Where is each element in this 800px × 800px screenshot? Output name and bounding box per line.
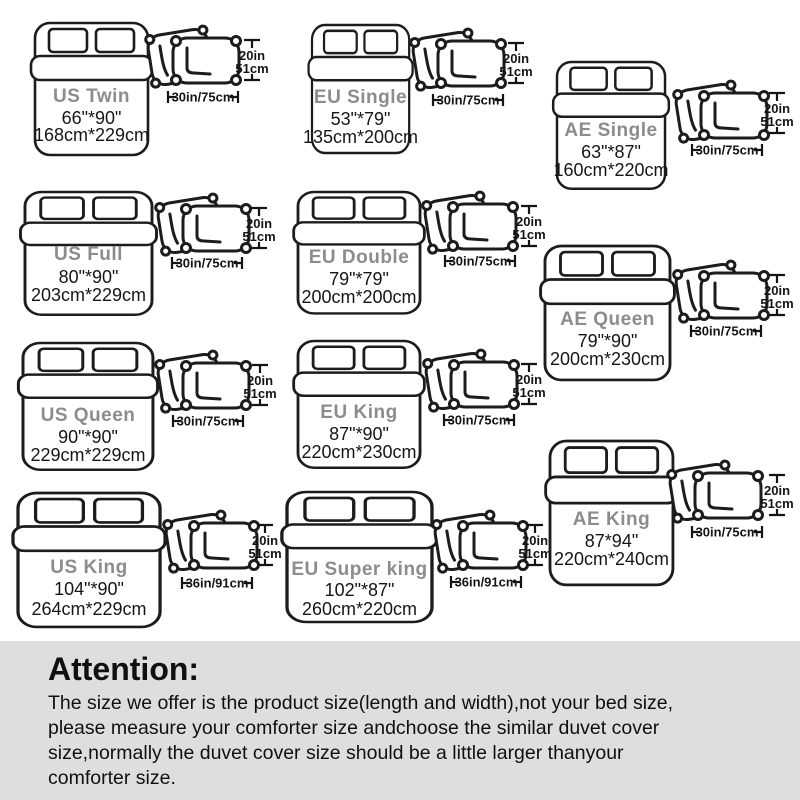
bed-name-label: EU King	[320, 402, 398, 423]
size-card-ae-queen	[541, 246, 794, 380]
pillows-illustration	[409, 28, 505, 90]
pillows-illustration	[144, 25, 240, 87]
bed-size-cm: 220cm*230cm	[301, 442, 417, 462]
pillow-height-in: 20in	[763, 283, 791, 298]
pillow-width-label: 30in/75cm	[695, 142, 759, 158]
pillows-illustration	[672, 80, 768, 142]
pillow-height-in: 20in	[515, 372, 543, 387]
attention-line: size,normally the duvet cover size should be a little larger thanyour	[48, 742, 624, 764]
attention-panel	[0, 641, 800, 800]
pillow-height-in: 20in	[238, 48, 266, 63]
bed-size-inches: 87*94"	[584, 531, 639, 551]
pillows-illustration	[154, 193, 250, 255]
bed-size-inches: 79"*79"	[329, 269, 389, 289]
pillow-width-dimension	[691, 324, 761, 339]
pillow-width-dimension	[445, 254, 515, 269]
bed-size-inches: 79"*90"	[577, 331, 638, 351]
bed-size-inches: 102"*87"	[324, 580, 395, 600]
bed-size-inches: 63"*87"	[581, 142, 641, 162]
pillow-height-cm: 51cm	[512, 227, 546, 242]
pillow-width-label: 30in/75cm	[447, 412, 511, 428]
pillow-height-cm: 51cm	[512, 385, 546, 400]
pillow-height-in: 20in	[251, 533, 279, 548]
pillow-height-cm: 51cm	[235, 61, 269, 76]
pillow-width-label: 30in/75cm	[436, 92, 500, 108]
bed-name-label: AE Single	[564, 120, 658, 141]
pillow-height-dimension	[235, 40, 268, 80]
pillow-height-in: 20in	[515, 214, 543, 229]
size-card-us-queen	[18, 343, 276, 470]
pillow-width-label: 30in/75cm	[176, 413, 240, 429]
bed-name-label: AE King	[572, 509, 651, 530]
bed-name-label: EU Super king	[291, 559, 428, 580]
bed-size-cm: 203cm*229cm	[30, 285, 147, 305]
pillow-width-dimension	[168, 90, 238, 105]
pillows-illustration	[431, 510, 527, 572]
size-card-eu-single	[303, 25, 533, 153]
size-card-us-king	[13, 493, 282, 627]
pillow-width-dimension	[182, 576, 252, 591]
size-card-us-twin	[31, 23, 269, 155]
attention-line: please measure your comforter size andchoose the similar duvet cover	[48, 717, 660, 739]
pillow-width-label: 30in/75cm	[448, 253, 512, 269]
pillow-height-in: 20in	[245, 216, 273, 231]
bed-size-cm: 220cm*240cm	[553, 549, 670, 569]
pillow-height-cm: 51cm	[248, 546, 282, 561]
pillow-width-label: 36in/91cm	[185, 575, 249, 591]
bed-name-label: US Full	[54, 244, 123, 265]
bed-name-label: US Queen	[40, 405, 136, 426]
attention-line: The size we offer is the product size(length and width),not your bed size,	[48, 692, 674, 714]
bed-size-inches: 104"*90"	[54, 579, 124, 599]
pillow-height-dimension	[512, 206, 545, 246]
pillow-height-cm: 51cm	[243, 386, 277, 401]
pillow-height-cm: 51cm	[760, 296, 794, 311]
pillow-height-cm: 51cm	[518, 546, 552, 561]
bed-size-cm: 264cm*229cm	[31, 599, 147, 619]
bed-size-inches: 90"*90"	[58, 427, 118, 447]
bed-name-label: AE Queen	[560, 309, 655, 330]
pillow-width-label: 30in/75cm	[694, 323, 758, 339]
pillow-width-label: 36in/91cm	[454, 574, 518, 590]
pillow-width-dimension	[172, 256, 242, 271]
attention-title: Attention:	[48, 651, 200, 687]
size-card-ae-king	[546, 441, 794, 585]
bed-size-inches: 80"*90"	[58, 267, 119, 287]
pillow-width-label: 30in/75cm	[695, 524, 759, 540]
bed-name-label: EU Single	[313, 87, 408, 108]
pillows-illustration	[421, 191, 517, 253]
bed-size-cm: 200cm*230cm	[549, 349, 666, 369]
bed-size-cm: 260cm*220cm	[301, 599, 418, 619]
size-card-us-full	[21, 192, 276, 315]
size-card-eu-super-king	[282, 492, 552, 622]
pillow-width-dimension	[692, 525, 762, 540]
pillow-height-in: 20in	[502, 51, 530, 66]
bed-size-cm: 200cm*200cm	[301, 287, 417, 307]
attention-line: comforter size.	[48, 767, 176, 789]
pillow-width-dimension	[444, 413, 514, 428]
bed-name-label: EU Double	[308, 247, 410, 268]
pillows-illustration	[162, 510, 258, 572]
pillow-height-cm: 51cm	[242, 229, 276, 244]
pillow-height-in: 20in	[763, 101, 791, 116]
bed-size-inches: 66"*90"	[61, 108, 122, 128]
pillow-width-dimension	[692, 143, 762, 158]
bed-size-cm: 168cm*229cm	[33, 125, 150, 145]
pillow-width-label: 30in/75cm	[175, 255, 239, 271]
pillow-height-dimension	[512, 364, 545, 404]
pillow-height-in: 20in	[763, 483, 791, 498]
pillow-width-dimension	[451, 575, 521, 590]
pillow-height-dimension	[760, 475, 793, 515]
pillow-height-in: 20in	[521, 533, 549, 548]
size-card-ae-single	[553, 62, 793, 189]
pillow-width-dimension	[433, 93, 503, 108]
size-card-eu-double	[294, 191, 546, 313]
bed-name-label: US King	[50, 557, 128, 578]
bed-size-cm: 160cm*220cm	[553, 160, 669, 180]
pillow-width-dimension	[173, 414, 243, 429]
size-card-eu-king	[294, 341, 546, 468]
pillow-height-cm: 51cm	[760, 114, 794, 129]
pillow-height-cm: 51cm	[760, 496, 794, 511]
pillows-illustration	[672, 260, 768, 322]
pillow-width-label: 30in/75cm	[171, 89, 235, 105]
bed-size-cm: 135cm*200cm	[302, 127, 419, 147]
bed-name-label: US Twin	[52, 86, 131, 107]
pillow-height-in: 20in	[246, 373, 274, 388]
pillows-illustration	[154, 350, 250, 412]
bed-size-cm: 229cm*229cm	[30, 445, 146, 465]
pillow-height-dimension	[499, 43, 532, 83]
pillows-illustration	[666, 460, 762, 522]
pillow-height-cm: 51cm	[499, 64, 533, 79]
pillows-illustration	[422, 349, 518, 411]
bed-size-inches: 53"*79"	[330, 109, 391, 129]
bed-size-inches: 87"*90"	[329, 424, 389, 444]
